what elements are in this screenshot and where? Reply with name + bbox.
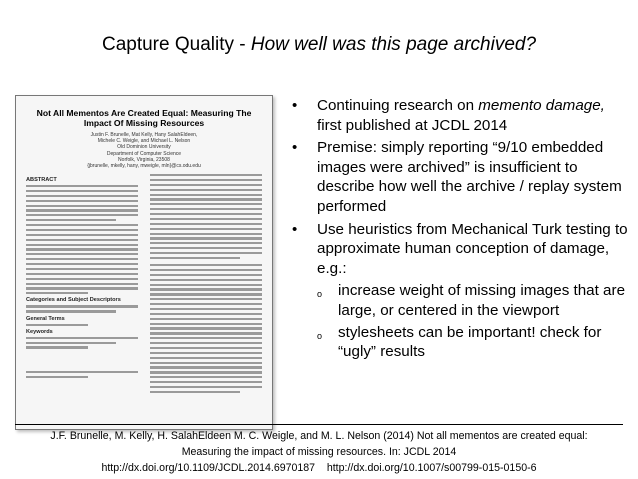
paper-authors — [16, 132, 272, 169]
paper-authors-line-6: {jbrunelle, mkelly, hany, mweigle, mln}@cs.odu.edu — [87, 163, 201, 170]
sub-bullet-text: increase weight of missing images that are large, or centered in the viewport — [338, 282, 626, 319]
sub-bullet-marker: o — [317, 289, 323, 300]
bullet-text: Premise: simply reporting “9/10 embedded images were archived” is insufficient to describe how well the archive / replay system performed — [317, 139, 622, 215]
title-question: How well was this page archived? — [250, 34, 537, 55]
citation-line-2: Measuring the impact of missing resources. In: JCDL 2014 — [181, 446, 457, 458]
paper-heading — [16, 108, 272, 128]
bullet-item — [292, 138, 632, 216]
paper-section-terms: General Terms — [26, 315, 65, 322]
paper-authors-line-4: Department of Computer Science — [106, 150, 182, 157]
paper-authors-line-2: Michele C. Weigle, and Michael L. Nelson — [97, 138, 191, 145]
paper-section-keywords: Keywords — [26, 328, 53, 335]
paper-section-categories: Categories and Subject Descriptors — [26, 297, 121, 304]
bullet-dot: • — [292, 97, 298, 114]
citation-line-1: J.F. Brunelle, M. Kelly, H. SalahEldeen M. C. Weigle, and M. L. Nelson (2014) Not all mementos are created equal: — [50, 430, 588, 442]
divider — [15, 424, 623, 425]
title-prefix: Capture Quality - — [101, 34, 251, 55]
paper-heading-line-1: Not All Mementos Are Created Equal: Measuring The — [36, 108, 252, 118]
bullet-emphasis: memento damage, — [478, 97, 605, 114]
sub-bullet-item — [292, 281, 632, 320]
paper-section-abstract: ABSTRACT — [26, 177, 57, 183]
citation-links: http://dx.doi.org/10.1109/JCDL.2014.6970187 http://dx.doi.org/10.1007/s00799-015-0150-6 — [101, 462, 537, 474]
sub-bullet-item — [292, 323, 632, 362]
bullet-list — [292, 96, 632, 364]
paper-authors-line-5: Norfolk, Virginia, 23508 — [118, 156, 170, 163]
bullet-text: Continuing research on — [317, 97, 479, 114]
paper-authors-line-3: Old Dominion University — [117, 144, 171, 151]
bullet-dot: • — [292, 139, 298, 157]
sub-bullet-text: stylesheets can be important! check for “ugly” results — [338, 323, 602, 361]
bullet-item — [292, 220, 632, 279]
bullet-text-tail: first published at JCDL 2014 — [317, 116, 508, 134]
paper-right-column — [150, 174, 262, 396]
sub-bullet-marker: o — [317, 330, 323, 341]
bullet-dot: • — [292, 220, 298, 238]
slide-title — [0, 34, 638, 56]
paper-left-column — [26, 174, 138, 380]
bullet-item — [292, 96, 632, 135]
paper-heading-line-2: Impact Of Missing Resources — [83, 118, 205, 128]
paper-authors-line-1: Justin F. Brunelle, Mat Kelly, Hany SalahEldeen, — [90, 132, 198, 138]
bullet-text: Use heuristics from Mechanical Turk testing to approximate human conception of damage, e.g.: — [317, 220, 628, 277]
citation — [0, 428, 638, 476]
paper-thumbnail — [15, 95, 273, 430]
